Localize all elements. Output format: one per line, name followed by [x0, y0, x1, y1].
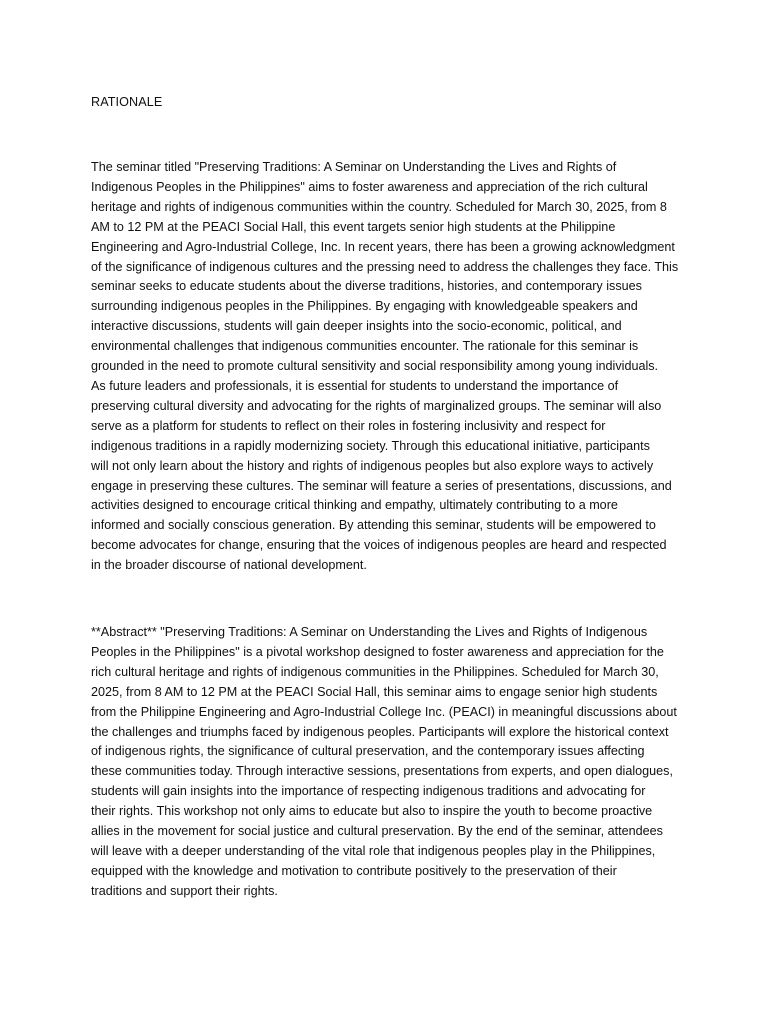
- text-line: environmental challenges that indigenous communities encounter. The rationale for this seminar is: [91, 339, 639, 354]
- text-line: activities designed to encourage critical thinking and empathy, ultimately contributing to a more: [91, 498, 618, 513]
- text-line: indigenous traditions in a rapidly modernizing society. Through this educational initiative, participants: [91, 438, 650, 453]
- text-line: of the significance of indigenous cultures and the pressing need to address the challenges they face. This: [91, 259, 679, 274]
- text-line: the challenges and triumphs faced by indigenous peoples. Participants will explore the historical context: [91, 724, 669, 739]
- text-line: of indigenous rights, the significance of cultural preservation, and the contemporary issues affecting: [91, 744, 645, 759]
- section-heading-rationale: RATIONALE: [91, 95, 163, 109]
- text-line: become advocates for change, ensuring that the voices of indigenous peoples are heard and respected: [91, 538, 667, 553]
- text-line: Engineering and Agro-Industrial College, Inc. In recent years, there has been a growing acknowledgment: [91, 239, 675, 254]
- abstract-paragraph: [91, 623, 685, 902]
- text-line: surrounding indigenous peoples in the Philippines. By engaging with knowledgeable speakers and: [91, 299, 638, 314]
- text-line: interactive discussions, students will gain deeper insights into the socio-economic, political, and: [91, 319, 622, 334]
- text-line: grounded in the need to promote cultural sensitivity and social responsibility among young individuals.: [91, 359, 659, 374]
- text-line: preserving cultural diversity and advocating for the rights of marginalized groups. The seminar will also: [91, 398, 662, 413]
- text-line: these communities today. Through interactive sessions, presentations from experts, and open dialogues,: [91, 764, 673, 779]
- text-line: Peoples in the Philippines" is a pivotal workshop designed to foster awareness and appreciation for the: [91, 644, 664, 659]
- text-line: AM to 12 PM at the PEACI Social Hall, this event targets senior high students at the Philippine: [91, 219, 616, 234]
- text-line: allies in the movement for social justice and cultural preservation. By the end of the seminar, attendees: [91, 824, 663, 839]
- text-line: equipped with the knowledge and motivation to contribute positively to the preservation of their: [91, 863, 617, 878]
- text-line: **Abstract** "Preserving Traditions: A Seminar on Understanding the Lives and Rights of Indigenous: [91, 625, 648, 639]
- text-line: will not only learn about the history and rights of indigenous peoples but also explore ways to actively: [91, 458, 654, 473]
- text-line: serve as a platform for students to reflect on their roles in fostering inclusivity and respect for: [91, 418, 606, 433]
- text-line: The seminar titled "Preserving Traditions: A Seminar on Understanding the Lives and Rights of: [91, 160, 617, 174]
- text-line: from the Philippine Engineering and Agro-Industrial College Inc. (PEACI) in meaningful discussions about: [91, 704, 677, 719]
- text-line: heritage and rights of indigenous communities within the country. Scheduled for March 30, 2025, from 8: [91, 199, 667, 214]
- text-line: informed and socially conscious generation. By attending this seminar, students will be empowered to: [91, 518, 656, 533]
- text-line: Indigenous Peoples in the Philippines" aims to foster awareness and appreciation of the rich cultural: [91, 179, 648, 194]
- text-line: traditions and support their rights.: [91, 883, 278, 898]
- text-line: engage in preserving these cultures. The seminar will feature a series of presentations, discussions, and: [91, 478, 672, 493]
- text-line: students will gain insights into the importance of respecting indigenous traditions and advocating for: [91, 784, 646, 799]
- text-line: rich cultural heritage and rights of indigenous communities in the Philippines. Scheduled for March 30,: [91, 664, 659, 679]
- text-line: their rights. This workshop not only aims to educate but also to inspire the youth to become proactive: [91, 804, 653, 819]
- rationale-paragraph: [91, 158, 685, 576]
- text-line: seminar seeks to educate students about the diverse traditions, histories, and contemporary issues: [91, 279, 642, 294]
- text-line: will leave with a deeper understanding of the vital role that indigenous peoples play in the Philippines,: [91, 843, 656, 858]
- text-line: in the broader discourse of national development.: [91, 558, 367, 573]
- text-line: As future leaders and professionals, it is essential for students to understand the importance of: [91, 378, 619, 393]
- text-line: 2025, from 8 AM to 12 PM at the PEACI Social Hall, this seminar aims to engage senior high students: [91, 684, 658, 699]
